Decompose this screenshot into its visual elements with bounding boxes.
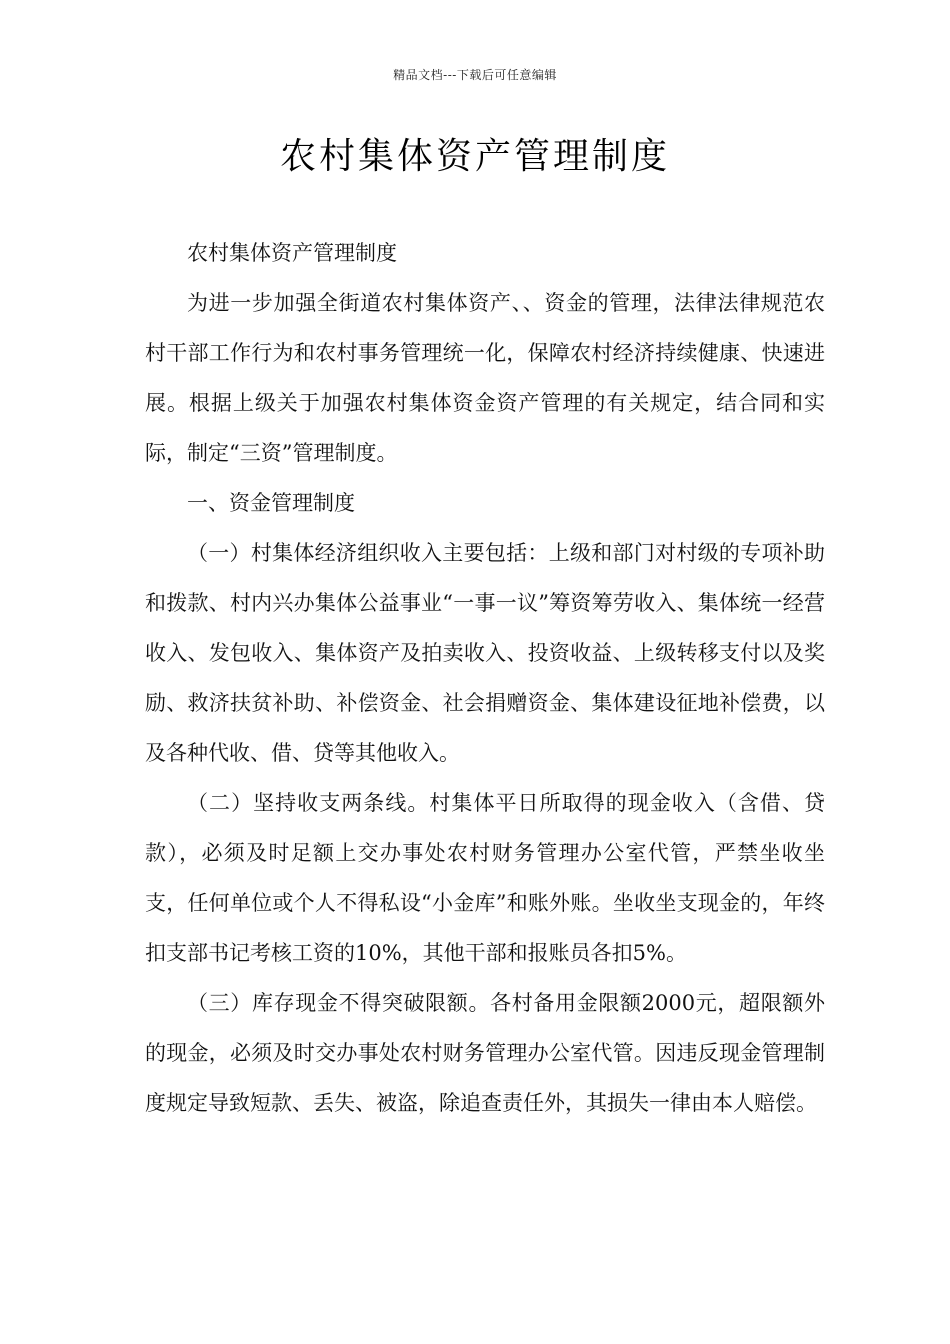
- paragraph-clause-1: （一）村集体经济组织收入主要包括：上级和部门对村级的专项补助和拨款、村内兴办集体公益事业“一事一议”筹资筹劳收入、集体统一经营收入、发包收入、集体资产及拍卖收入、投资收益、上级转移支付以及奖励、救济扶贫补助、补偿资金、社会捐赠资金、集体建设征地补偿费，以及各种代收、借、贷等其他收入。: [145, 541, 825, 765]
- paragraph-clause-3: （三）库存现金不得突破限额。各村备用金限额2000元，超限额外的现金，必须及时交办事处农村财务管理办公室代管。因违反现金管理制度规定导致短款、丢失、被盗，除追查责任外，其损失一律由本人赔偿。: [145, 991, 825, 1115]
- page-header-note: 精品文档---下载后可任意编辑: [393, 68, 557, 82]
- document-title: 农村集体资产管理制度: [279, 136, 670, 177]
- paragraph-intro: 为进一步加强全街道农村集体资产、、资金的管理，法律法律规范农村干部工作行为和农村事务管理统一化，保障农村经济持续健康、快速进展。根据上级关于加强农村集体资金资产管理的有关规定，结合同和实际，制定“三资”管理制度。: [145, 291, 825, 465]
- paragraph-clause-2: （二）坚持收支两条线。村集体平日所取得的现金收入（含借、贷款），必须及时足额上交办事处农村财务管理办公室代管，严禁坐收坐支，任何单位或个人不得私设“小金库”和账外账。坐收坐支现金的，年终扣支部书记考核工资的10%，其他干部和报账员各扣5%。: [145, 791, 825, 965]
- paragraph-subtitle: 农村集体资产管理制度: [187, 241, 397, 265]
- section-heading-fund-management: 一、资金管理制度: [187, 491, 355, 515]
- document-body: [145, 228, 825, 1128]
